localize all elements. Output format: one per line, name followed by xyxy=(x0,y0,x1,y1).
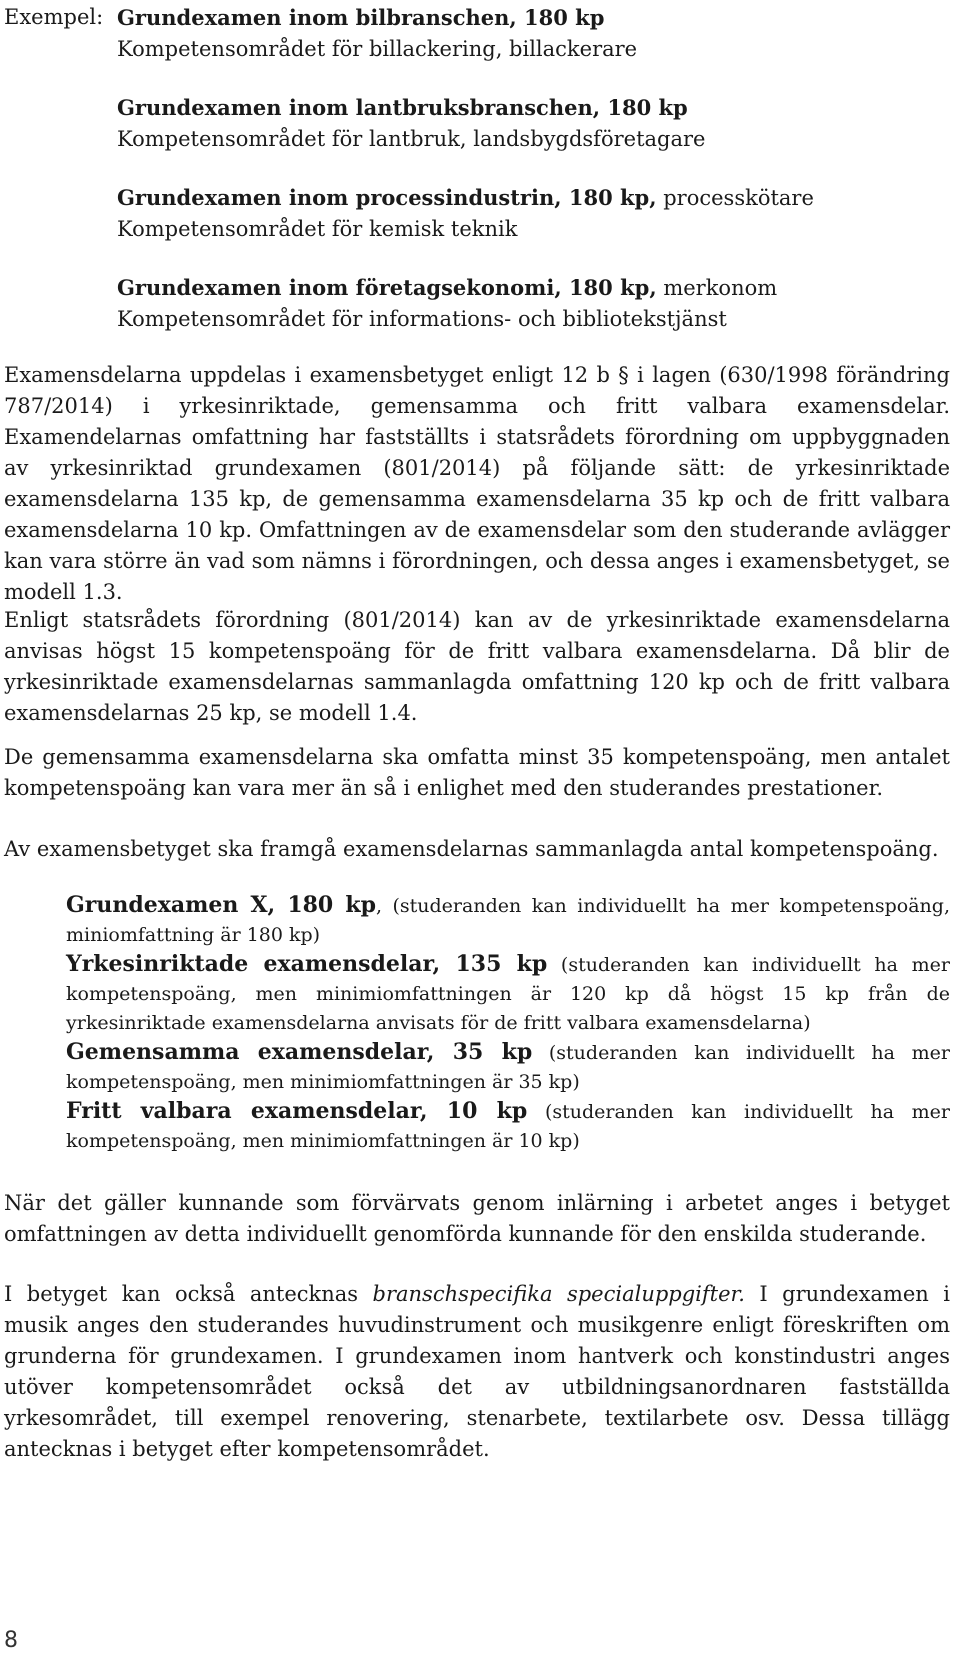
paragraph-gemensamma: De gemensamma examensdelarna ska omfatta minst 35 kompetenspoäng, men antalet kompetenspoäng kan vara mer än så i enlighet med den studerandes prestationer. xyxy=(4,745,950,800)
model-item-title: Fritt valbara examensdelar, 10 kp xyxy=(66,1098,528,1124)
model-item-text: (studeranden kan individuellt ha mer kompetenspoäng, men minimiomfattningen är 120 kp då högst 15 kp från de yrkesinriktade examensdelarna anvisats för de fritt valbara examensdelarna) xyxy=(66,954,950,1034)
example-item xyxy=(117,182,947,245)
example-item xyxy=(117,272,947,335)
example-title: Grundexamen inom bilbranschen, 180 kp xyxy=(117,5,605,30)
example-subtitle: Kompetensområdet för kemisk teknik xyxy=(117,217,518,241)
example-subtitle: Kompetensområdet för billackering, billackerare xyxy=(117,37,638,61)
example-title: Grundexamen inom lantbruksbranschen, 180 kp xyxy=(117,95,688,120)
example-title: Grundexamen inom processindustrin, 180 kp, xyxy=(117,185,657,210)
model-item xyxy=(66,891,950,950)
model-item-text: (studeranden kan individuellt ha mer kompetenspoäng, men minimiomfattningen är 35 kp) xyxy=(66,1042,950,1093)
model-item xyxy=(66,950,950,1038)
example-item xyxy=(117,2,947,65)
model-item xyxy=(66,1038,950,1097)
paragraph-kunnande: När det gäller kunnande som förvärvats genom inlärning i arbetet anges i betyget omfattningen av detta individuellt genomförda kunnande för den enskilda studerande. xyxy=(4,1191,950,1246)
paragraph-specialuppgifter xyxy=(4,1279,950,1465)
example-suffix: processkötare xyxy=(656,186,814,210)
examples-label: Exempel: xyxy=(4,5,104,29)
paragraph-sammanlagda: Av examensbetyget ska framgå examensdelarnas sammanlagda antal kompetenspoäng. xyxy=(4,837,939,861)
emphasis-text: branschspecifika specialuppgifter. xyxy=(372,1282,745,1306)
model-item-text: , (studeranden kan individuellt ha mer kompetenspoäng, miniomfattning är 180 kp) xyxy=(66,895,950,946)
paragraph-text: I betyget kan också antecknas xyxy=(4,1282,373,1306)
page-number: 8 xyxy=(4,1628,18,1653)
paragraph-forordning: Enligt statsrådets förordning (801/2014) kan av de yrkesinriktade examensdelarna anvisas högst 15 kompetenspoäng för de fritt valbara examensdelarna. Då blir de yrkesinriktade examensdelarnas sammanlagda omfattning 120 kp och de fritt valbara examensdelarnas 25 kp, se modell 1.4. xyxy=(4,608,950,725)
model-item-title: Grundexamen X, 180 kp xyxy=(66,892,376,918)
model-item-text: (studeranden kan individuellt ha mer kompetenspoäng, men minimiomfattningen är 10 kp) xyxy=(66,1101,950,1152)
example-item xyxy=(117,92,947,155)
model-item xyxy=(66,1097,950,1156)
model-item-title: Yrkesinriktade examensdelar, 135 kp xyxy=(66,951,548,977)
example-subtitle: Kompetensområdet för informations- och bibliotekstjänst xyxy=(117,307,727,331)
paragraph-examensdelar: Examensdelarna uppdelas i examensbetyget enligt 12 b § i lagen (630/1998 förändring 787/2014) i yrkesinriktade, gemensamma och fritt valbara examensdelar. Examendelarnas omfattning har fastställts i statsrådets förordning om uppbyggnaden av yrkesinriktad grundexamen (801/2014) på följande sätt: de yrkesinriktade examensdelarna 135 kp, de gemensamma examensdelarna 35 kp och de fritt valbara examensdelarna 10 kp. Omfattningen av de examensdelar som den studerande avlägger kan vara större än vad som nämns i förordningen, och dessa anges i examensbetyget, se modell 1.3. xyxy=(4,363,950,604)
paragraph-text: I grundexamen i musik anges den studerandes huvudinstrument och musikgenre enligt föreskriften om grunderna för grundexamen. I grundexamen inom hantverk och konstindustri anges utöver kompetensområdet också det av utbildningsanordnaren fastställda yrkesområdet, till exempel renovering, stenarbete, textilarbete osv. Dessa tillägg antecknas i betyget efter kompetensområdet. xyxy=(4,1282,950,1461)
model-list xyxy=(66,891,950,1156)
example-suffix: merkonom xyxy=(656,276,778,300)
example-title: Grundexamen inom företagsekonomi, 180 kp, xyxy=(117,275,657,300)
model-item-title: Gemensamma examensdelar, 35 kp xyxy=(66,1039,533,1065)
example-subtitle: Kompetensområdet för lantbruk, landsbygdsföretagare xyxy=(117,127,706,151)
